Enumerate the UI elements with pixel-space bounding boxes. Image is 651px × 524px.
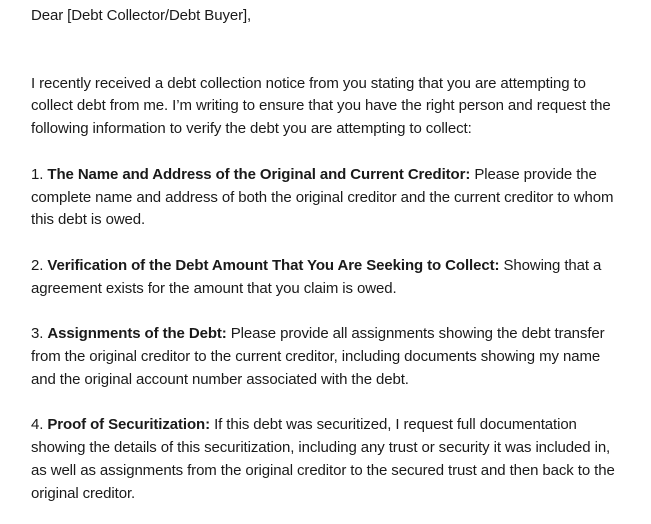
item-text: Please provide all assignments showing the debt transfer from the original creditor to the current creditor, including documents showing my name and the original account number associated with the debt. (31, 325, 605, 388)
item-text: If this debt was securitized, I request full documentation showing the details of this securitization, including any trust or security it was included in, as well as assignments from the original creditor to the secured trust and then back to the original creditor. (31, 416, 615, 502)
request-item-2 (31, 255, 627, 300)
item-number: 2. (31, 256, 44, 274)
item-text: Showing that a agreement exists for the amount that you claim is owed. (31, 256, 602, 297)
item-label: Proof of Securitization: (47, 416, 210, 434)
request-item-4 (31, 414, 627, 505)
item-number: 4. (31, 416, 44, 434)
salutation: Dear [Debt Collector/Debt Buyer], (31, 7, 252, 24)
request-item-3 (31, 323, 627, 391)
item-number: 3. (31, 325, 44, 343)
item-number: 1. (31, 165, 44, 183)
item-label: The Name and Address of the Original and Current Creditor: (47, 165, 471, 183)
intro-paragraph: I recently received a debt collection notice from you stating that you are attempting to collect debt from me. I’m writing to ensure that you have the right person and request the following information to verify the debt you are attempting to collect: (31, 74, 611, 138)
letter-body (31, 5, 627, 505)
item-label: Verification of the Debt Amount That You Are Seeking to Collect: (47, 256, 500, 274)
item-text: Please provide the complete name and address of both the original creditor and the current creditor to whom this debt is owed. (31, 165, 614, 229)
item-label: Assignments of the Debt: (47, 325, 227, 343)
request-item-1 (31, 164, 627, 232)
